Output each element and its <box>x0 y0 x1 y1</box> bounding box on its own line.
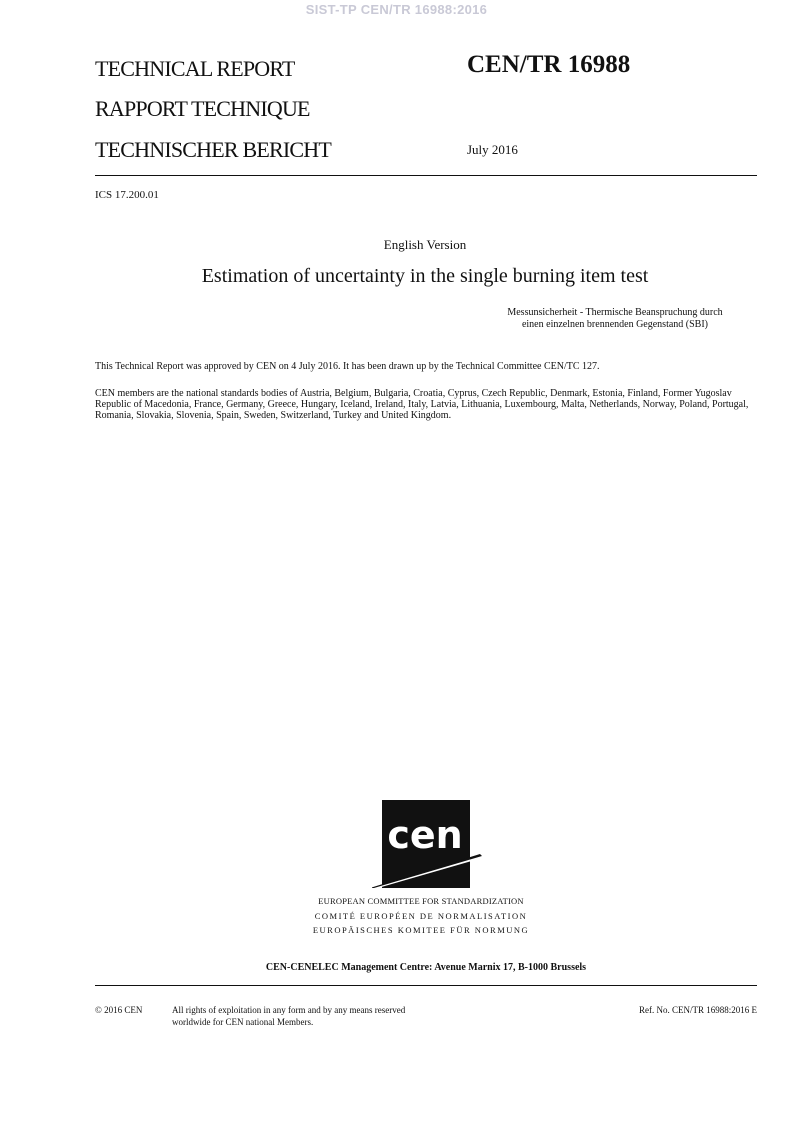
cen-logo <box>372 800 482 890</box>
rights-line-1: All rights of exploitation in any form and by any means reserved <box>172 1005 406 1015</box>
doc-type-french: RAPPORT TECHNIQUE <box>95 96 310 121</box>
german-subtitle-line-2: einen einzelnen brennenden Gegenstand (SBI) <box>521 319 709 330</box>
footer-divider <box>95 985 757 986</box>
document-number: CEN/TR 16988 <box>467 51 631 78</box>
cen-logo-graphic <box>372 800 482 890</box>
rights-line-2: worldwide for CEN national Members. <box>172 1017 314 1027</box>
reference-number: Ref. No. CEN/TR 16988:2016 E <box>639 1005 757 1015</box>
cen-logo-text: cen <box>387 813 463 857</box>
approval-paragraph: This Technical Report was approved by CEN on 4 July 2016. It has been drawn up by the Technical Committee CEN/TC 127. <box>95 361 600 372</box>
rights-notice <box>172 1004 405 1028</box>
publication-date: July 2016 <box>467 142 518 157</box>
header-divider <box>95 175 757 176</box>
management-centre: CEN-CENELEC Management Centre: Avenue Marnix 17, B-1000 Brussels <box>265 962 587 973</box>
ics-code: ICS 17.200.01 <box>95 189 159 201</box>
org-name-german: EUROPÄISCHES KOMITEE FÜR NORMUNG <box>312 925 530 935</box>
german-subtitle-line-1: Messunsicherheit - Thermische Beanspruchung durch <box>507 307 723 318</box>
version-label: English Version <box>383 237 467 252</box>
watermark: SIST-TP CEN/TR 16988:2016 <box>305 2 488 17</box>
doc-type-german: TECHNISCHER BERICHT <box>95 137 331 162</box>
members-paragraph: CEN members are the national standards bodies of Austria, Belgium, Bulgaria, Croatia, Cyprus, Czech Republic, Denmark, Estonia, Finland, Former Yugoslav Republic of Macedonia, France, Germany, Greece, Hungary, Iceland, Ireland, Italy, Latvia, Lithuania, Luxembourg, Malta, Netherlands, Norway, Poland, Portugal, Romania, Slovakia, Slovenia, Spain, Sweden, Switzerland, Turkey and United Kingdom. <box>95 388 749 421</box>
german-subtitle <box>470 307 760 331</box>
copyright: © 2016 CEN <box>95 1005 143 1015</box>
org-name-english: EUROPEAN COMMITTEE FOR STANDARDIZATION <box>318 896 524 906</box>
org-name-french: COMITÉ EUROPÉEN DE NORMALISATION <box>314 911 528 921</box>
doc-type-english: TECHNICAL REPORT <box>95 56 295 81</box>
document-title: Estimation of uncertainty in the single burning item test <box>201 265 649 287</box>
